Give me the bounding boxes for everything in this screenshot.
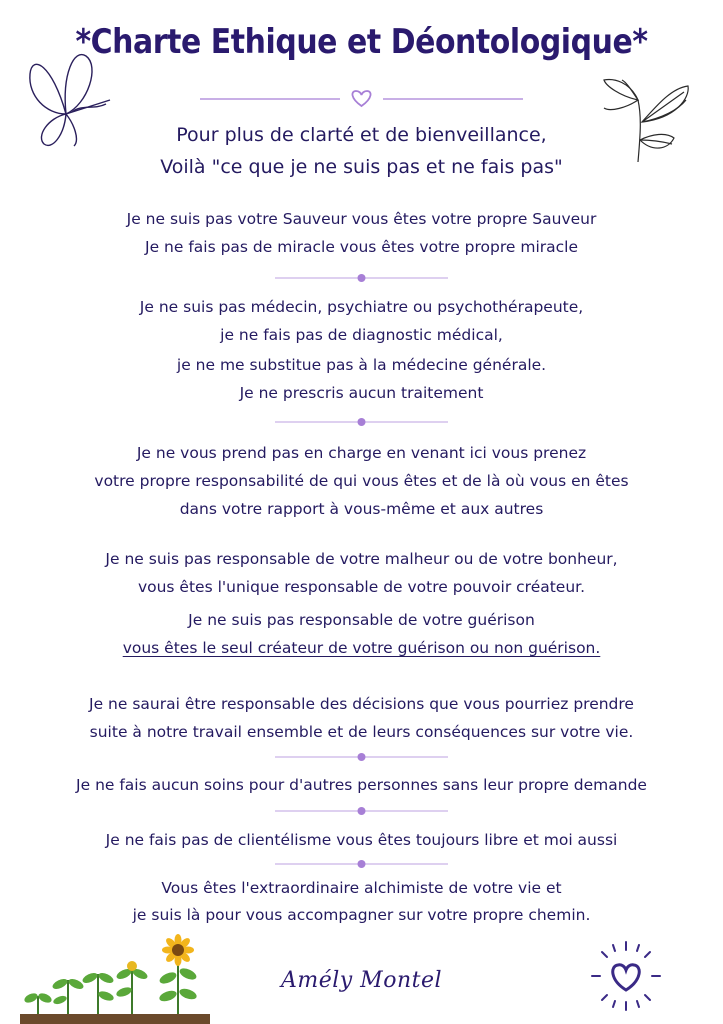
section-divider bbox=[0, 858, 723, 870]
heart-divider-icon bbox=[200, 89, 523, 109]
charter-line: je ne me substitue pas à la médecine générale. bbox=[176, 356, 547, 374]
page-title: *Charte Ethique et Déontologique* bbox=[75, 22, 648, 62]
charter-line: suite à notre travail ensemble et de leurs conséquences sur votre vie. bbox=[89, 723, 634, 741]
charter-line: Vous êtes l'extraordinaire alchimiste de votre vie et bbox=[161, 879, 562, 897]
section-divider bbox=[0, 751, 723, 763]
section-divider bbox=[0, 272, 723, 284]
charter-line: votre propre responsabilité de qui vous êtes et de là où vous en êtes bbox=[94, 472, 629, 490]
signature: Amély Montel bbox=[280, 968, 443, 993]
intro-line: Voilà "ce que je ne suis pas et ne fais pas" bbox=[160, 156, 563, 178]
section-divider bbox=[0, 805, 723, 817]
charter-line-underlined: vous êtes le seul créateur de votre guérison ou non guérison. bbox=[122, 639, 601, 657]
section-divider bbox=[0, 416, 723, 428]
charter-line: Je ne suis pas votre Sauveur vous êtes votre propre Sauveur bbox=[126, 210, 597, 228]
charter-line: Je ne suis pas médecin, psychiatre ou psychothérapeute, bbox=[139, 298, 584, 316]
charter-line: Je ne fais aucun soins pour d'autres personnes sans leur propre demande bbox=[76, 776, 647, 794]
charter-line: Je ne fais pas de miracle vous êtes votre propre miracle bbox=[145, 238, 578, 256]
charter-line: je suis là pour vous accompagner sur votre propre chemin. bbox=[132, 906, 591, 924]
charter-line: Je ne prescris aucun traitement bbox=[239, 384, 484, 402]
charter-line: je ne fais pas de diagnostic médical, bbox=[220, 326, 503, 344]
heart-badge-icon bbox=[588, 938, 664, 1014]
ginkgo-leaves-icon bbox=[600, 78, 692, 166]
charter-line: Je ne suis pas responsable de votre guérison bbox=[188, 611, 535, 629]
intro-line: Pour plus de clarté et de bienveillance, bbox=[176, 124, 547, 146]
charter-line: Je ne fais pas de clientélisme vous êtes toujours libre et moi aussi bbox=[105, 831, 618, 849]
charter-line: Je ne suis pas responsable de votre malheur ou de votre bonheur, bbox=[105, 550, 618, 568]
charter-line: dans votre rapport à vous-même et aux autres bbox=[179, 500, 544, 518]
charter-line: Je ne vous prend pas en charge en venant ici vous prenez bbox=[136, 444, 587, 462]
charter-line: Je ne saurai être responsable des décisions que vous pourriez prendre bbox=[89, 695, 634, 713]
charter-line: vous êtes l'unique responsable de votre pouvoir créateur. bbox=[137, 578, 586, 596]
